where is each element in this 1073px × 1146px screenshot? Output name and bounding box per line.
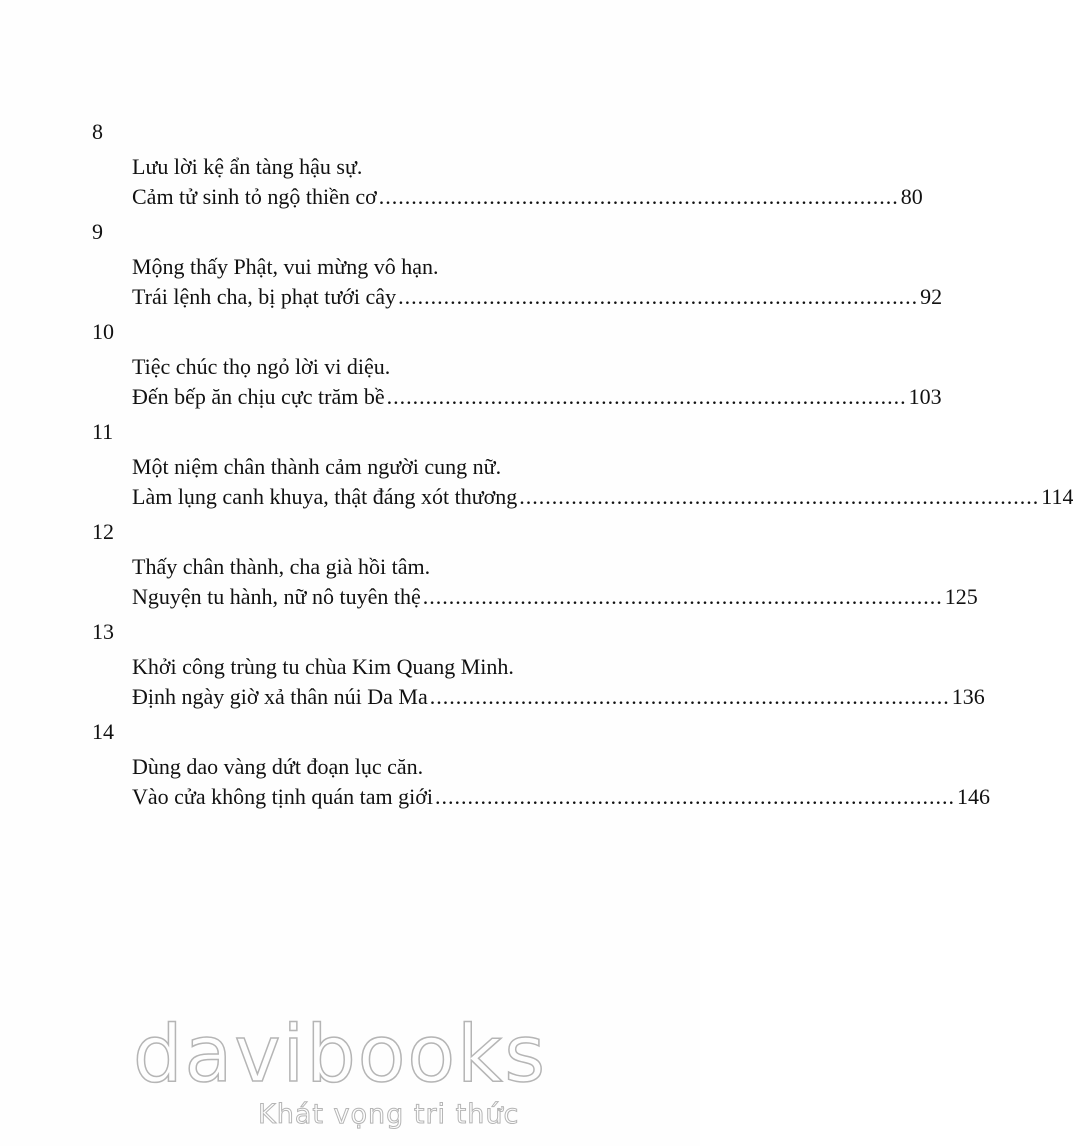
chapter-number: 12: [92, 519, 114, 544]
toc-entry-12: [92, 518, 978, 618]
chapter-number: 10: [92, 319, 114, 344]
chapter-title-line1: Một niệm chân thành cảm người cung nữ.: [132, 454, 502, 479]
toc-entry-14: [92, 718, 990, 818]
page-number: 92: [920, 284, 943, 309]
chapter-title-line2-row: [132, 582, 978, 612]
chapter-title-line2-row: [132, 682, 985, 712]
dot-leader: ................................................................................: [378, 184, 899, 209]
table-of-contents: [92, 118, 1073, 818]
page-number: 136: [951, 684, 985, 709]
dot-leader: ................................................................................: [422, 584, 943, 609]
toc-entry-9: [92, 218, 943, 318]
chapter-title-line1: Thấy chân thành, cha già hồi tâm.: [132, 554, 431, 579]
chapter-number: 14: [92, 719, 114, 744]
chapter-title-line2: Trái lệnh cha, bị phạt tưới cây: [132, 284, 397, 309]
watermark-tagline: Khát vọng tri thức: [258, 1099, 520, 1130]
chapter-title-line1: Lưu lời kệ ẩn tàng hậu sự.: [132, 154, 363, 179]
toc-entry-13: [92, 618, 985, 718]
toc-entry-10: [92, 318, 942, 418]
dot-leader: ................................................................................: [434, 784, 955, 809]
dot-leader: ................................................................................: [519, 484, 1040, 509]
chapter-title-line1: Khởi công trùng tu chùa Kim Quang Minh.: [132, 654, 514, 679]
chapter-number: 9: [92, 219, 103, 244]
chapter-number: 8: [92, 119, 103, 144]
chapter-title-line1: Dùng dao vàng dứt đoạn lục căn.: [132, 754, 424, 779]
chapter-number: 11: [92, 419, 114, 444]
dot-leader: ................................................................................: [398, 284, 919, 309]
watermark-brand: davibooks: [133, 1010, 547, 1100]
chapter-title-line1: Tiệc chúc thọ ngỏ lời vi diệu.: [132, 354, 391, 379]
chapter-title-line2-row: [132, 282, 943, 312]
page-number: 114: [1041, 484, 1073, 509]
page-number: 80: [900, 184, 923, 209]
chapter-title-line2-row: [132, 182, 923, 212]
chapter-title-line2: Đến bếp ăn chịu cực trăm bề: [132, 384, 385, 409]
chapter-title-line1: Mộng thấy Phật, vui mừng vô hạn.: [132, 254, 439, 279]
page-number: 125: [944, 584, 978, 609]
dot-leader: ................................................................................: [386, 384, 907, 409]
chapter-title-line2: Vào cửa không tịnh quán tam giới: [132, 784, 433, 809]
chapter-title-line2-row: [132, 482, 1073, 512]
toc-entry-8: [92, 118, 923, 218]
page-number: 103: [908, 384, 942, 409]
dot-leader: ................................................................................: [429, 684, 950, 709]
chapter-title-line2-row: [132, 382, 942, 412]
chapter-number: 13: [92, 619, 114, 644]
chapter-title-line2: Cảm tử sinh tỏ ngộ thiền cơ: [132, 184, 377, 209]
chapter-title-line2: Nguyện tu hành, nữ nô tuyên thệ: [132, 584, 421, 609]
page-number: 146: [956, 784, 990, 809]
chapter-title-line2: Định ngày giờ xả thân núi Da Ma: [132, 684, 428, 709]
chapter-title-line2: Làm lụng canh khuya, thật đáng xót thương: [132, 484, 518, 509]
toc-entry-11: [92, 418, 1073, 518]
chapter-title-line2-row: [132, 782, 990, 812]
